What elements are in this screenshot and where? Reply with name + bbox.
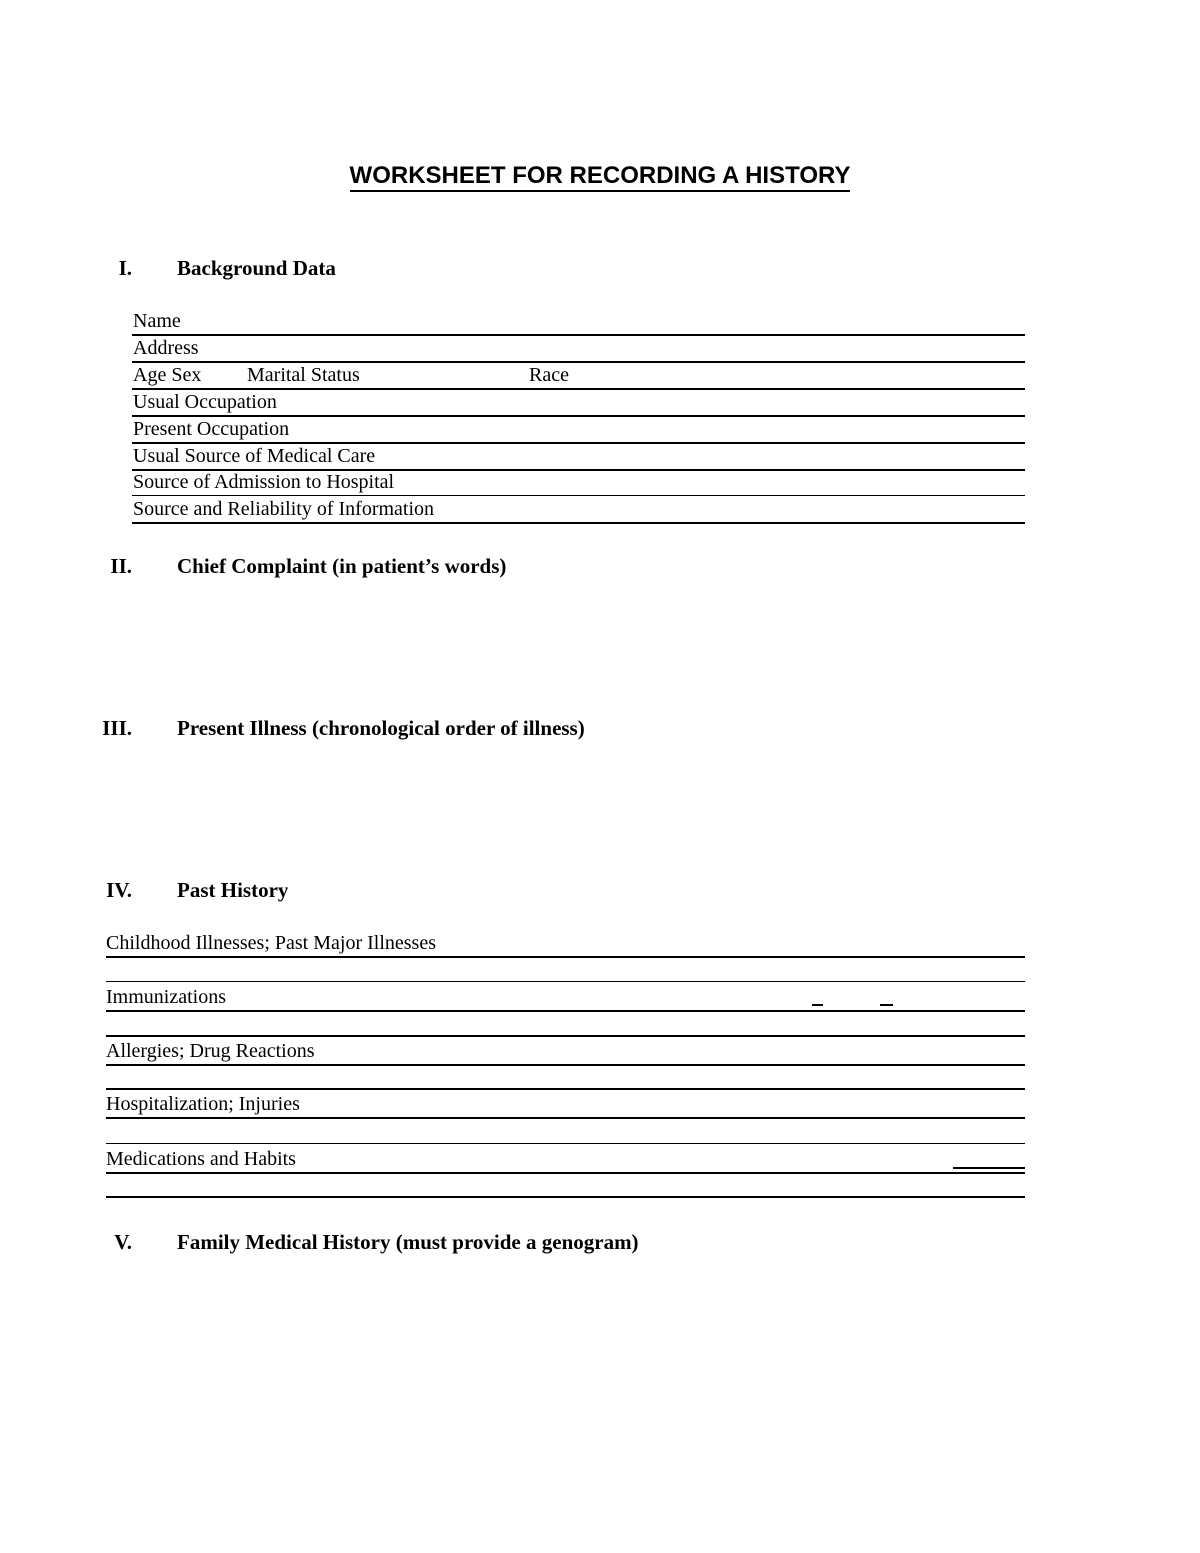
immunizations-blank-1	[812, 1004, 823, 1006]
address-label: Address	[133, 337, 199, 359]
medications-field[interactable]	[106, 1146, 1025, 1174]
hospitalization-extra-line[interactable]	[106, 1143, 1025, 1144]
present-occupation-field[interactable]	[132, 416, 1025, 444]
name-field[interactable]	[132, 308, 1025, 336]
name-label: Name	[133, 310, 181, 332]
usual-source-care-field[interactable]	[132, 443, 1025, 471]
source-reliability-label: Source and Reliability of Information	[133, 498, 435, 520]
section-heading-background: Background Data	[177, 256, 336, 280]
usual-source-care-label: Usual Source of Medical Care	[133, 445, 376, 467]
section-number-background: I.	[118, 256, 132, 280]
age-sex-marital-race-field[interactable]	[132, 362, 1025, 390]
present-occupation-label: Present Occupation	[133, 418, 290, 440]
section-number-past: IV.	[106, 878, 132, 902]
section-number-chief: II.	[110, 554, 132, 578]
medications-label: Medications and Habits	[106, 1148, 296, 1170]
medications-extra-line[interactable]	[106, 1196, 1025, 1198]
section-heading-chief: Chief Complaint (in patient’s words)	[177, 554, 507, 578]
immunizations-extra-line[interactable]	[106, 1035, 1025, 1037]
page-title: WORKSHEET FOR RECORDING A HISTORY	[0, 162, 1200, 190]
childhood-illnesses-label: Childhood Illnesses; Past Major Illnesses	[106, 932, 436, 954]
medications-blank	[953, 1167, 1025, 1169]
age-sex-label: Age Sex	[133, 364, 202, 386]
section-heading-past: Past History	[177, 878, 289, 902]
allergies-extra-line[interactable]	[106, 1088, 1025, 1090]
immunizations-label: Immunizations	[106, 986, 226, 1008]
childhood-illnesses-field[interactable]	[106, 930, 1025, 958]
marital-status-label: Marital Status	[247, 364, 360, 386]
source-reliability-field[interactable]	[132, 496, 1025, 524]
hospitalization-field[interactable]	[106, 1091, 1025, 1119]
immunizations-blank-2	[880, 1004, 893, 1006]
usual-occupation-label: Usual Occupation	[133, 391, 277, 413]
allergies-label: Allergies; Drug Reactions	[106, 1040, 315, 1062]
address-field[interactable]	[132, 335, 1025, 363]
section-heading-family: Family Medical History (must provide a genogram)	[177, 1230, 639, 1254]
source-admission-field[interactable]	[132, 469, 1025, 496]
race-label: Race	[529, 364, 569, 386]
allergies-field[interactable]	[106, 1038, 1025, 1066]
childhood-illnesses-extra-line[interactable]	[106, 981, 1025, 982]
section-number-present: III.	[102, 716, 132, 740]
usual-occupation-field[interactable]	[132, 389, 1025, 417]
section-heading-present: Present Illness (chronological order of illness)	[177, 716, 585, 740]
section-number-family: V.	[114, 1230, 132, 1254]
hospitalization-label: Hospitalization; Injuries	[106, 1093, 300, 1115]
source-admission-label: Source of Admission to Hospital	[133, 471, 395, 493]
immunizations-field[interactable]	[106, 984, 1025, 1012]
